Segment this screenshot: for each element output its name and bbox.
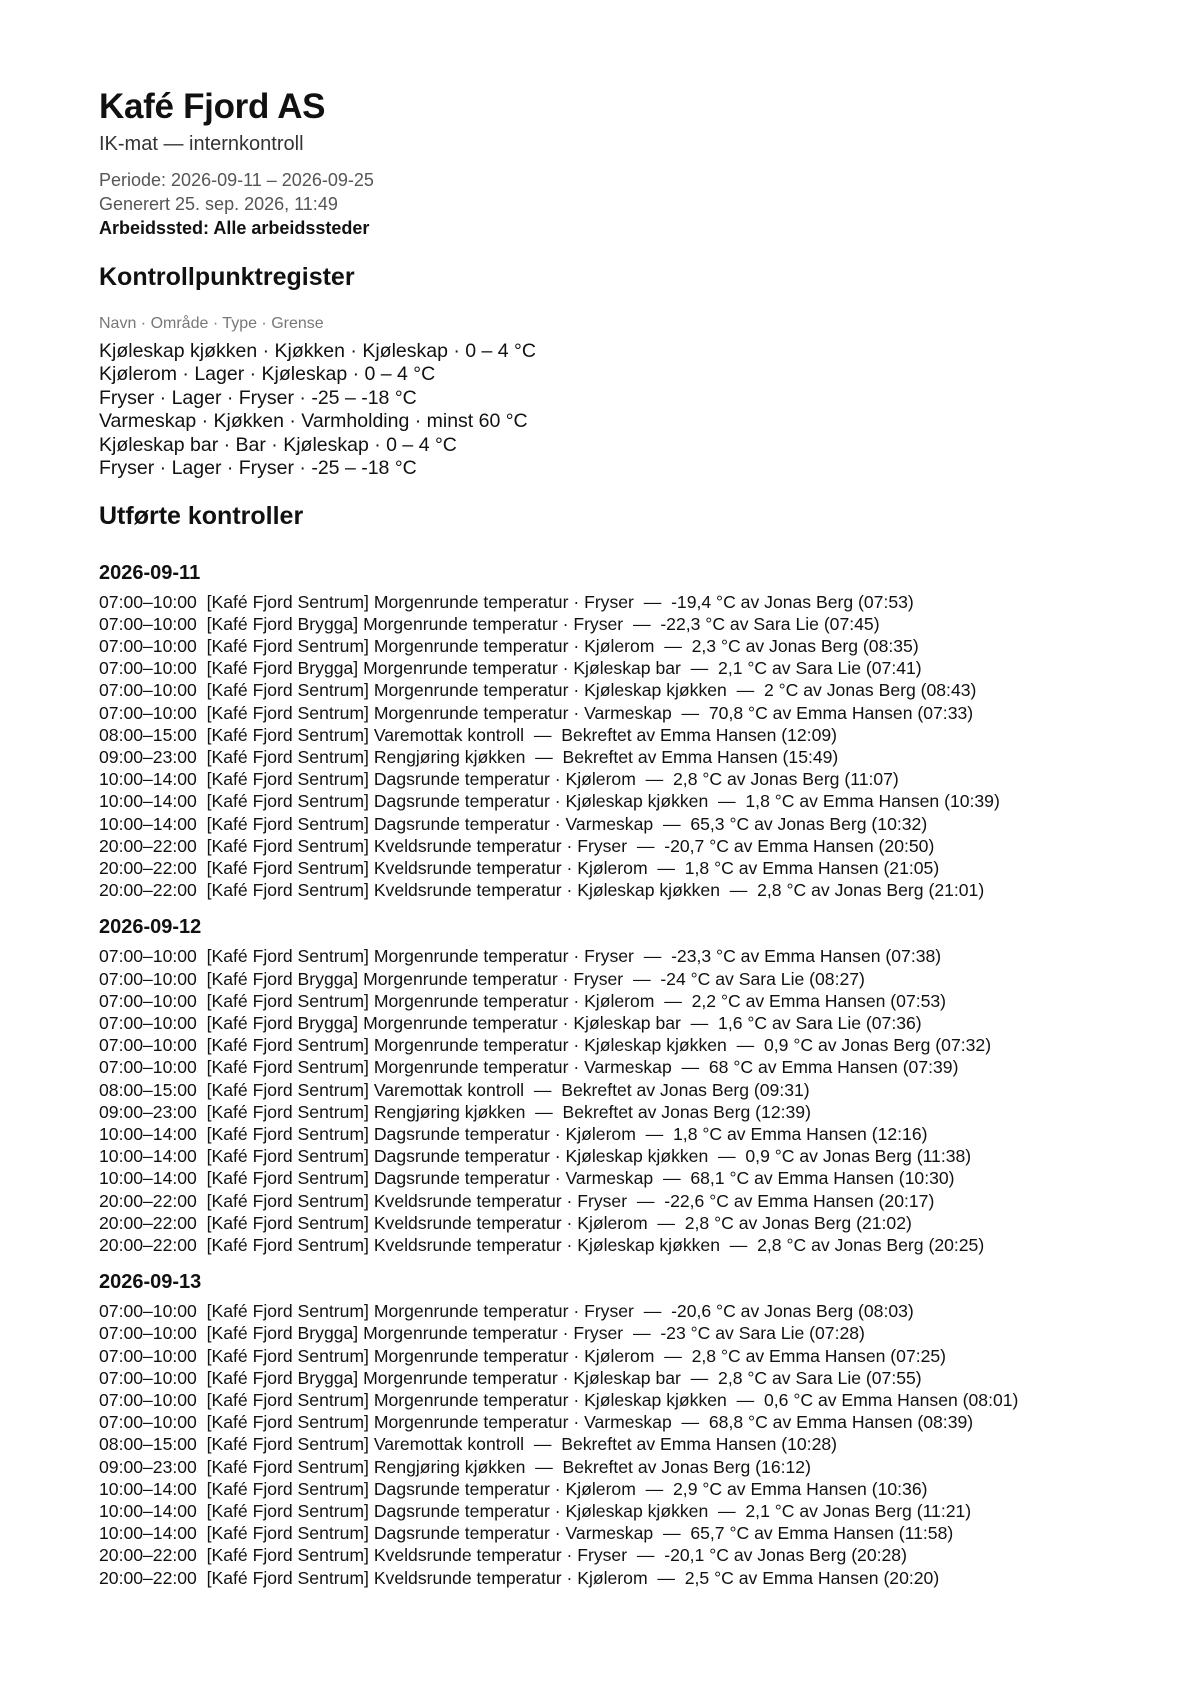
control-entry: 09:00–23:00 [Kafé Fjord Sentrum] Rengjøring kjøkken — Bekreftet av Jonas Berg (12:39) xyxy=(99,1101,811,1122)
control-entry: 07:00–10:00 [Kafé Fjord Sentrum] Morgenrunde temperatur · Varmeskap — 70,8 °C av Emma Hansen (07:33) xyxy=(99,702,974,723)
control-entry: 08:00–15:00 [Kafé Fjord Sentrum] Varemottak kontroll — Bekreftet av Jonas Berg (09:31) xyxy=(99,1079,810,1100)
control-entry: 07:00–10:00 [Kafé Fjord Brygga] Morgenrunde temperatur · Fryser — -23 °C av Sara Lie (07:28) xyxy=(99,1323,865,1344)
register-row: Kjøleskap bar · Bar · Kjøleskap · 0 – 4 °C xyxy=(99,433,457,456)
control-entry: 07:00–10:00 [Kafé Fjord Sentrum] Morgenrunde temperatur · Kjøleskap kjøkken — 0,6 °C av Emma Hansen (08:01) xyxy=(99,1390,1019,1410)
register-row: Kjøleskap kjøkken · Kjøkken · Kjøleskap · 0 – 4 °C xyxy=(99,339,536,362)
control-entry: 07:00–10:00 [Kafé Fjord Sentrum] Morgenrunde temperatur · Kjølerom — 2,3 °C av Jonas Berg (08:35) xyxy=(99,635,919,656)
control-entry: 07:00–10:00 [Kafé Fjord Sentrum] Morgenrunde temperatur · Kjøleskap kjøkken — 2 °C av Jonas Berg (08:43) xyxy=(99,680,977,701)
control-entry: 10:00–14:00 [Kafé Fjord Sentrum] Dagsrunde temperatur · Kjølerom — 2,8 °C av Jonas Berg (11:07) xyxy=(99,769,899,790)
control-entry: 09:00–23:00 [Kafé Fjord Sentrum] Rengjøring kjøkken — Bekreftet av Emma Hansen (15:49) xyxy=(99,746,839,767)
control-entry: 10:00–14:00 [Kafé Fjord Sentrum] Dagsrunde temperatur · Varmeskap — 65,7 °C av Emma Hansen (11:58) xyxy=(99,1523,954,1544)
register-column-header: Navn · Område · Type · Grense xyxy=(99,314,324,332)
control-entry: 10:00–14:00 [Kafé Fjord Sentrum] Dagsrunde temperatur · Kjøleskap kjøkken — 0,9 °C av Jonas Berg (11:38) xyxy=(99,1146,972,1167)
control-entry: 08:00–15:00 [Kafé Fjord Sentrum] Varemottak kontroll — Bekreftet av Emma Hansen (12:09) xyxy=(99,724,837,745)
control-entry: 10:00–14:00 [Kafé Fjord Sentrum] Dagsrunde temperatur · Varmeskap — 68,1 °C av Emma Hansen (10:30) xyxy=(99,1168,955,1189)
control-entry: 07:00–10:00 [Kafé Fjord Brygga] Morgenrunde temperatur · Fryser — -24 °C av Sara Lie (08:27) xyxy=(99,968,865,989)
control-entry: 07:00–10:00 [Kafé Fjord Sentrum] Morgenrunde temperatur · Fryser — -23,3 °C av Emma Hansen (07:38) xyxy=(99,946,942,967)
control-entry: 20:00–22:00 [Kafé Fjord Sentrum] Kveldsrunde temperatur · Kjøleskap kjøkken — 2,8 °C av Jonas Berg (20:25) xyxy=(99,1234,985,1255)
register-row: Kjølerom · Lager · Kjøleskap · 0 – 4 °C xyxy=(99,363,436,385)
control-entry: 10:00–14:00 [Kafé Fjord Sentrum] Dagsrunde temperatur · Kjøleskap kjøkken — 1,8 °C av Emma Hansen (10:39) xyxy=(99,791,1000,812)
day-date: 2026-09-12 xyxy=(99,916,202,939)
entry-list xyxy=(99,591,1101,902)
register-heading: Kontrollpunktregister xyxy=(99,262,355,291)
period-text: Periode: 2026-09-11 – 2026-09-25 xyxy=(99,169,374,190)
control-entry: 07:00–10:00 [Kafé Fjord Sentrum] Morgenrunde temperatur · Kjøleskap kjøkken — 0,9 °C av Jonas Berg (07:32) xyxy=(99,1035,992,1056)
control-entry: 07:00–10:00 [Kafé Fjord Sentrum] Morgenrunde temperatur · Kjølerom — 2,2 °C av Emma Hansen (07:53) xyxy=(99,990,947,1011)
control-entry: 20:00–22:00 [Kafé Fjord Sentrum] Kveldsrunde temperatur · Kjøleskap kjøkken — 2,8 °C av Jonas Berg (21:01) xyxy=(99,880,985,901)
control-entry: 07:00–10:00 [Kafé Fjord Sentrum] Morgenrunde temperatur · Fryser — -19,4 °C av Jonas Berg (07:53) xyxy=(99,591,914,612)
control-entry: 07:00–10:00 [Kafé Fjord Sentrum] Morgenrunde temperatur · Kjølerom — 2,8 °C av Emma Hansen (07:25) xyxy=(99,1345,947,1366)
control-entry: 10:00–14:00 [Kafé Fjord Sentrum] Dagsrunde temperatur · Kjølerom — 1,8 °C av Emma Hansen (12:16) xyxy=(99,1123,928,1144)
control-entry: 10:00–14:00 [Kafé Fjord Sentrum] Dagsrunde temperatur · Kjøleskap kjøkken — 2,1 °C av Jonas Berg (11:21) xyxy=(99,1501,972,1522)
day-date: 2026-09-11 xyxy=(99,561,201,584)
control-entry: 09:00–23:00 [Kafé Fjord Sentrum] Rengjøring kjøkken — Bekreftet av Jonas Berg (16:12) xyxy=(99,1456,811,1477)
control-entry: 20:00–22:00 [Kafé Fjord Sentrum] Kveldsrunde temperatur · Kjølerom — 1,8 °C av Emma Hansen (21:05) xyxy=(99,857,940,878)
controls-heading: Utførte kontroller xyxy=(99,501,304,530)
control-entry: 08:00–15:00 [Kafé Fjord Sentrum] Varemottak kontroll — Bekreftet av Emma Hansen (10:28) xyxy=(99,1434,837,1455)
entry-list xyxy=(99,945,1101,1256)
company-title: Kafé Fjord AS xyxy=(99,87,326,126)
control-entry: 07:00–10:00 [Kafé Fjord Brygga] Morgenrunde temperatur · Fryser — -22,3 °C av Sara Lie (07:45) xyxy=(99,613,880,634)
control-entry: 20:00–22:00 [Kafé Fjord Sentrum] Kveldsrunde temperatur · Kjølerom — 2,5 °C av Emma Hansen (20:20) xyxy=(99,1567,940,1588)
day-section xyxy=(99,915,1101,1256)
register-row: Fryser · Lager · Fryser · -25 – -18 °C xyxy=(99,457,417,479)
day-date: 2026-09-13 xyxy=(99,1271,202,1294)
generated-text: Generert 25. sep. 2026, 11:49 xyxy=(99,193,338,214)
control-entry: 07:00–10:00 [Kafé Fjord Sentrum] Morgenrunde temperatur · Fryser — -20,6 °C av Jonas Berg (08:03) xyxy=(99,1301,914,1322)
report-subtitle: IK-mat — internkontroll xyxy=(99,132,304,155)
control-entry: 07:00–10:00 [Kafé Fjord Brygga] Morgenrunde temperatur · Kjøleskap bar — 2,1 °C av Sara Lie (07:41) xyxy=(99,658,922,679)
control-entry: 20:00–22:00 [Kafé Fjord Sentrum] Kveldsrunde temperatur · Kjølerom — 2,8 °C av Jonas Berg (21:02) xyxy=(99,1212,912,1233)
control-entry: 20:00–22:00 [Kafé Fjord Sentrum] Kveldsrunde temperatur · Fryser — -22,6 °C av Emma Hansen (20:17) xyxy=(99,1190,935,1211)
control-entry: 20:00–22:00 [Kafé Fjord Sentrum] Kveldsrunde temperatur · Fryser — -20,1 °C av Jonas Berg (20:28) xyxy=(99,1545,907,1566)
register-list xyxy=(99,340,1101,481)
control-entry: 07:00–10:00 [Kafé Fjord Brygga] Morgenrunde temperatur · Kjøleskap bar — 2,8 °C av Sara Lie (07:55) xyxy=(99,1367,922,1388)
register-row: Varmeskap · Kjøkken · Varmholding · minst 60 °C xyxy=(99,410,528,432)
controls-days xyxy=(99,561,1101,1589)
control-entry: 07:00–10:00 [Kafé Fjord Brygga] Morgenrunde temperatur · Kjøleskap bar — 1,6 °C av Sara Lie (07:36) xyxy=(99,1012,922,1033)
register-row: Fryser · Lager · Fryser · -25 – -18 °C xyxy=(99,386,417,409)
control-entry: 10:00–14:00 [Kafé Fjord Sentrum] Dagsrunde temperatur · Kjølerom — 2,9 °C av Emma Hansen (10:36) xyxy=(99,1478,928,1499)
control-entry: 10:00–14:00 [Kafé Fjord Sentrum] Dagsrunde temperatur · Varmeskap — 65,3 °C av Jonas Berg (10:32) xyxy=(99,813,928,834)
day-section xyxy=(99,1270,1101,1589)
day-section xyxy=(99,561,1101,902)
control-entry: 20:00–22:00 [Kafé Fjord Sentrum] Kveldsrunde temperatur · Fryser — -20,7 °C av Emma Hansen (20:50) xyxy=(99,835,935,856)
control-entry: 07:00–10:00 [Kafé Fjord Sentrum] Morgenrunde temperatur · Varmeskap — 68 °C av Emma Hansen (07:39) xyxy=(99,1057,959,1078)
entry-list xyxy=(99,1300,1101,1589)
control-entry: 07:00–10:00 [Kafé Fjord Sentrum] Morgenrunde temperatur · Varmeskap — 68,8 °C av Emma Hansen (08:39) xyxy=(99,1412,974,1433)
workplace-text: Arbeidssted: Alle arbeidssteder xyxy=(99,217,370,238)
